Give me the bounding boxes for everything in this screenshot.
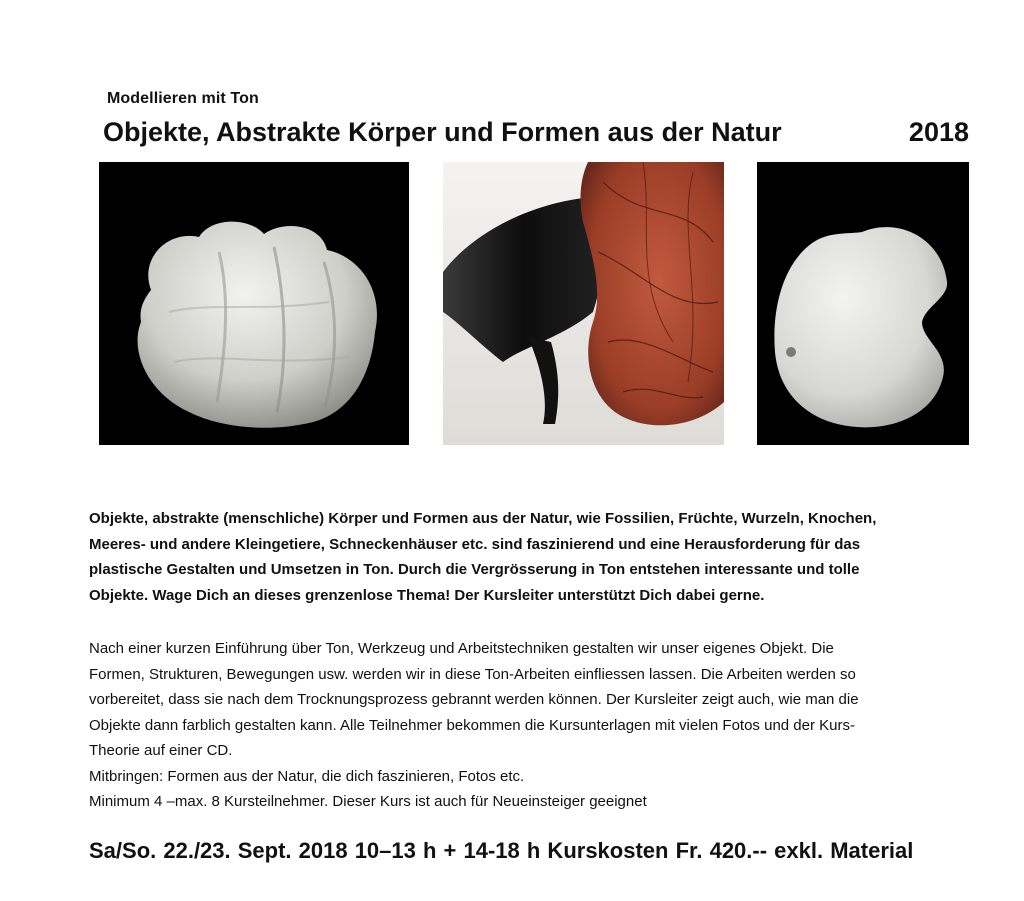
sculpture-photo-white-smooth xyxy=(757,162,969,445)
body-line: vorbereitet, dass sie nach dem Trocknungsprozess gebrannt werden können. Der Kursleiter zeigt auch, wie man die xyxy=(89,691,859,708)
title-year: 2018 xyxy=(908,117,969,147)
description-paragraph xyxy=(89,636,989,815)
participants-line: Minimum 4 –max. 8 Kursteilnehmer. Dieser Kurs ist auch für Neueinsteiger geeignet xyxy=(89,793,647,810)
sculpture-photo-red-black xyxy=(443,162,724,445)
title-text: Objekte, Abstrakte Körper und Formen aus der Natur xyxy=(103,117,782,147)
course-dates-and-price: Sa/So. 22./23. Sept. 2018 10–13 h + 14-18 h Kurskosten Fr. 420.-- exkl. Material xyxy=(89,838,914,863)
intro-line: plastische Gestalten und Umsetzen in Ton. Durch die Vergrösserung in Ton entstehen interessante und tolle xyxy=(89,561,860,578)
page-title xyxy=(103,117,969,148)
body-line: Nach einer kurzen Einführung über Ton, Werkzeug und Arbeitstechniken gestalten wir unser eigenes Objekt. Die xyxy=(89,640,834,657)
body-line: Theorie auf einer CD. xyxy=(89,742,233,759)
intro-paragraph xyxy=(89,506,989,608)
body-line: Formen, Strukturen, Bewegungen usw. werden wir in diese Ton-Arbeiten einfliessen lassen. Die Arbeiten werden so xyxy=(89,665,856,683)
intro-line: Objekte. Wage Dich an dieses grenzenlose Thema! Der Kursleiter unterstützt Dich dabei gerne. xyxy=(89,586,765,604)
intro-line: Meeres- und andere Kleingetiere, Schneckenhäuser etc. sind faszinierend und eine Herausforderung für das xyxy=(89,535,861,553)
bring-along-line: Mitbringen: Formen aus der Natur, die dich faszinieren, Fotos etc. xyxy=(89,767,525,785)
body-line: Objekte dann farblich gestalten kann. Alle Teilnehmer bekommen die Kursunterlagen mit vielen Fotos und der Kurs- xyxy=(89,716,855,734)
sculpture-photo-white-lumpy xyxy=(99,162,409,445)
intro-line: Objekte, abstrakte (menschliche) Körper und Formen aus der Natur, wie Fossilien, Früchte, Wurzeln, Knochen, xyxy=(89,510,877,527)
subtitle: Modellieren mit Ton xyxy=(107,90,259,107)
